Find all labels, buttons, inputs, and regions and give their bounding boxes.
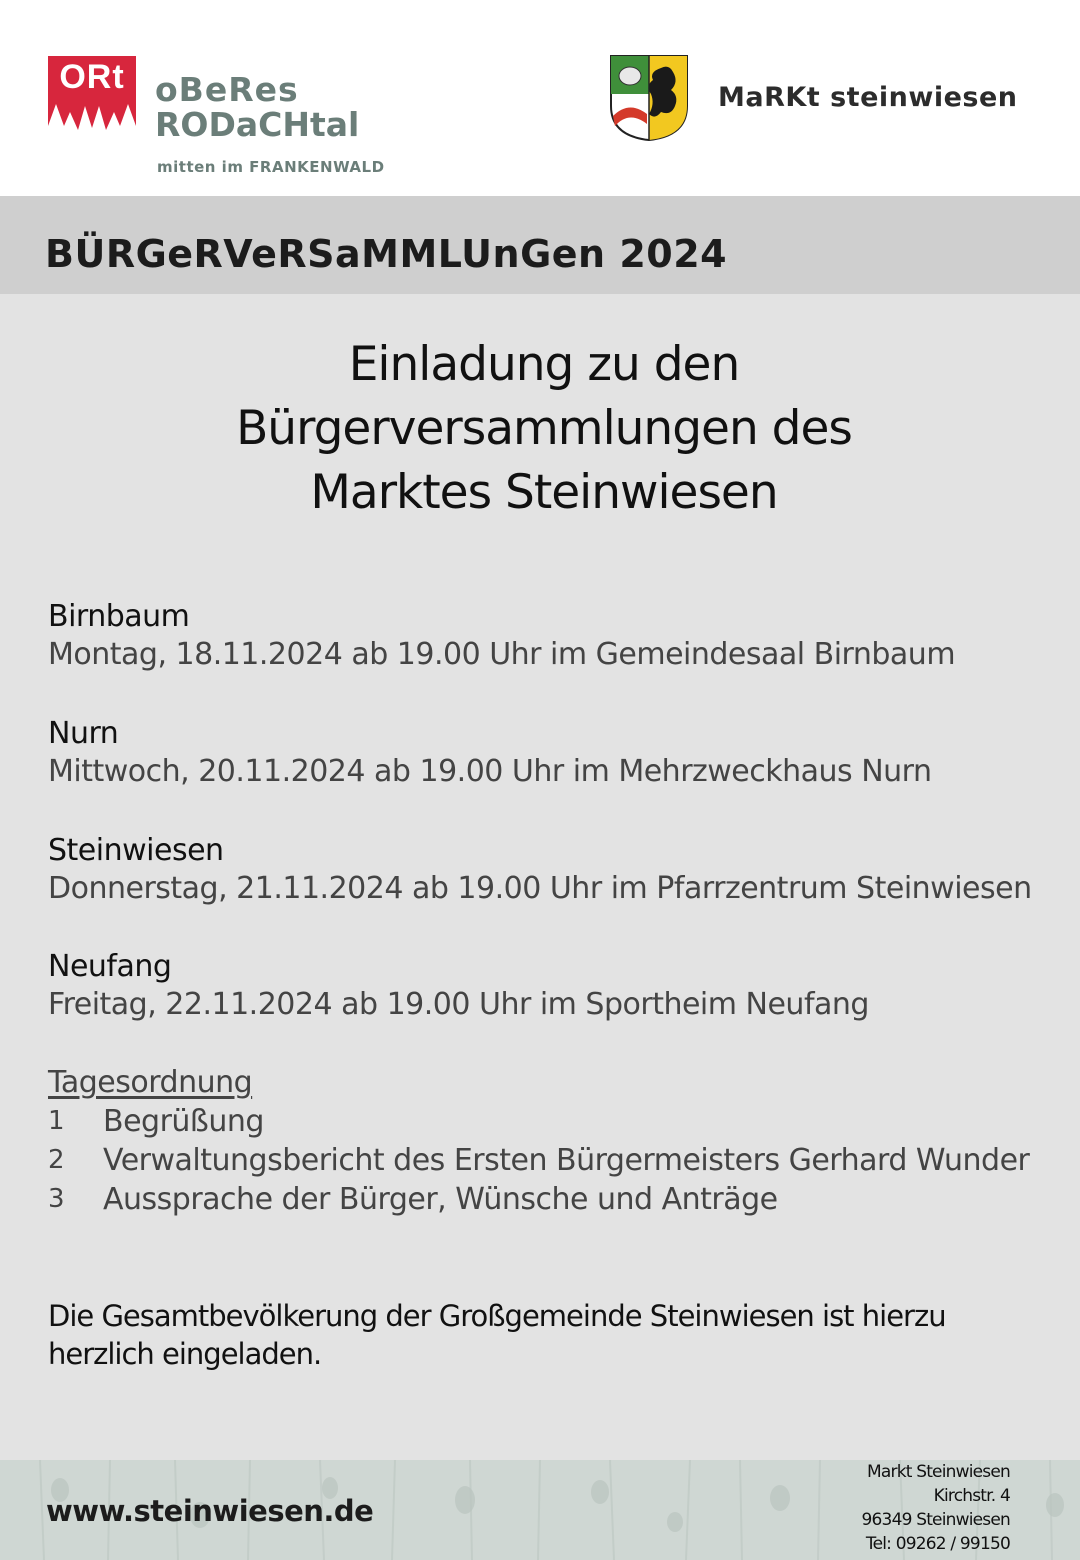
agenda-item-number: 2 xyxy=(48,1145,65,1175)
address-line: Tel: 09262 / 99150 xyxy=(865,1534,1010,1554)
coat-of-arms-icon xyxy=(609,54,689,142)
meeting-details: Donnerstag, 21.11.2024 ab 19.00 Uhr im Pfarrzentrum Steinwiesen xyxy=(48,871,1032,906)
meeting-neufang xyxy=(48,948,1048,1024)
address-line: Markt Steinwiesen xyxy=(867,1462,1010,1482)
address-line: 96349 Steinwiesen xyxy=(861,1510,1010,1530)
meeting-nurn xyxy=(48,715,1048,791)
agenda-item-text: Begrüßung xyxy=(103,1104,264,1139)
agenda-item xyxy=(48,1102,1048,1141)
agenda-item-number: 1 xyxy=(48,1106,65,1136)
invitation-heading-line: Einladung zu den xyxy=(348,337,740,392)
meeting-place: Neufang xyxy=(48,949,172,984)
meeting-birnbaum xyxy=(48,598,1048,674)
invitation-heading-line: Marktes Steinwiesen xyxy=(310,465,778,520)
region-name-line1: oBeRes xyxy=(155,70,299,109)
meeting-place: Nurn xyxy=(48,716,119,751)
meeting-place: Steinwiesen xyxy=(48,833,224,868)
agenda-item-number: 3 xyxy=(48,1184,65,1214)
meeting-details: Montag, 18.11.2024 ab 19.00 Uhr im Gemeindesaal Birnbaum xyxy=(48,637,956,672)
website-link[interactable]: www.steinwiesen.de xyxy=(46,1494,374,1528)
agenda-item xyxy=(48,1180,1048,1219)
agenda xyxy=(48,1064,1048,1219)
invitation-heading xyxy=(0,333,1080,525)
municipality-name: MaRKt steinwiesen xyxy=(718,82,1018,113)
meeting-details: Mittwoch, 20.11.2024 ab 19.00 Uhr im Mehrzweckhaus Nurn xyxy=(48,754,932,789)
closing-text: Die Gesamtbevölkerung der Großgemeinde Steinwiesen ist hierzu herzlich eingeladen. xyxy=(48,1299,946,1371)
meeting-steinwiesen xyxy=(48,832,1048,908)
meeting-details: Freitag, 22.11.2024 ab 19.00 Uhr im Sportheim Neufang xyxy=(48,987,869,1022)
agenda-item xyxy=(48,1141,1048,1180)
agenda-title: Tagesordnung xyxy=(48,1065,253,1100)
address-line: Kirchstr. 4 xyxy=(933,1486,1010,1506)
ort-logo-text: ORt xyxy=(59,57,125,96)
region-name xyxy=(155,72,395,142)
invitation-heading-line: Bürgerversammlungen des xyxy=(236,401,852,456)
region-tagline: mitten im FRANKENWALD xyxy=(157,158,385,176)
band-title: BÜRGeRVeRSaMMLUnGen 2024 xyxy=(45,232,728,276)
agenda-item-text: Aussprache der Bürger, Wünsche und Anträge xyxy=(103,1182,778,1217)
footer-address xyxy=(862,1460,1010,1556)
region-name-line2: RODaCHtal xyxy=(155,105,360,144)
meeting-place: Birnbaum xyxy=(48,599,190,634)
page-header xyxy=(0,0,1080,196)
agenda-item-text: Verwaltungsbericht des Ersten Bürgermeisters Gerhard Wunder xyxy=(103,1143,1030,1178)
